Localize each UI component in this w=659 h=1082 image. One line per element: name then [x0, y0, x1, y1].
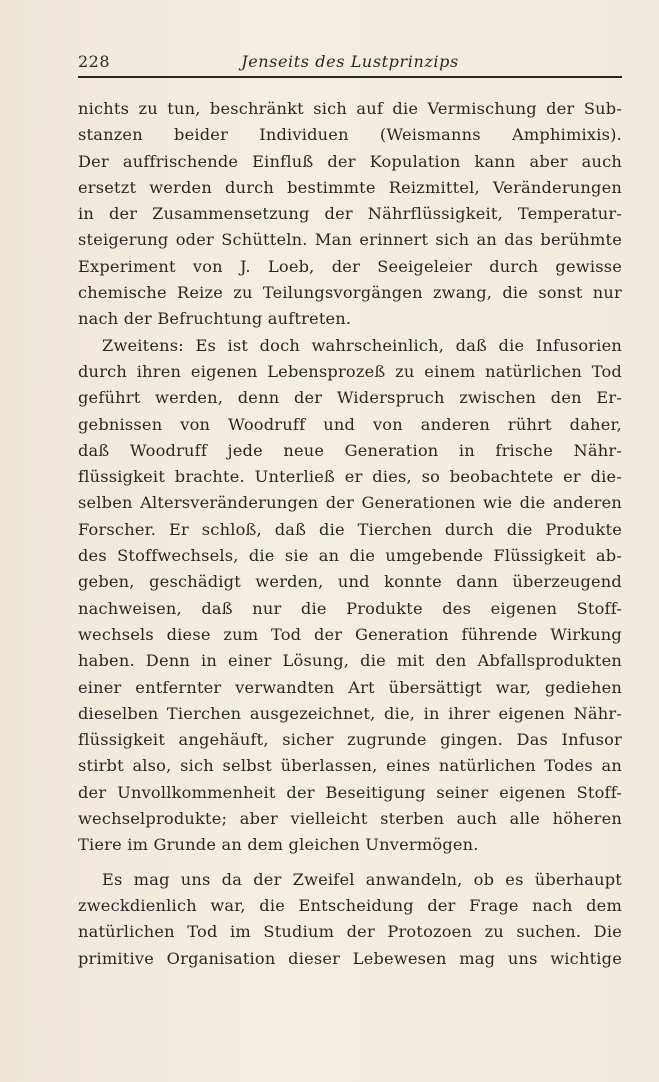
text-line: primitive Organisation dieser Lebewesen mag uns wichtige	[78, 948, 622, 968]
text-line: in der Zusammensetzung der Nährflüssigkeit, Temperatur-	[78, 204, 622, 224]
text-line: natürlichen Tod im Studium der Protozoen zu suchen. Die	[78, 922, 622, 942]
text-line: der Unvollkommenheit der Beseitigung seiner eigenen Stoff-	[78, 782, 622, 802]
body-text	[78, 96, 622, 972]
text-line: zweckdienlich war, die Entscheidung der Frage nach dem	[78, 895, 622, 915]
text-line: durch ihren eigenen Lebensprozeß zu einem natürlichen Tod	[78, 361, 622, 381]
text-line: ersetzt werden durch bestimmte Reizmittel, Veränderungen	[78, 177, 622, 197]
paragraph-gap	[78, 859, 622, 867]
page-number: 228	[78, 52, 111, 71]
text-line: flüssigkeit angehäuft, sicher zugrunde gingen. Das Infusor	[78, 730, 622, 750]
text-line: Experiment von J. Loeb, der Seeigeleier durch gewisse	[78, 256, 622, 276]
text-line: nachweisen, daß nur die Produkte des eigenen Stoff-	[78, 598, 622, 618]
text-line: flüssigkeit brachte. Unterließ er dies, so beobachtete er die-	[78, 467, 622, 487]
text-line: selben Altersveränderungen der Generationen wie die anderen	[78, 493, 622, 513]
paragraph	[78, 96, 622, 333]
text-line: haben. Denn in einer Lösung, die mit den Abfallsprodukten	[78, 651, 622, 671]
text-line: einer entfernter verwandten Art übersättigt war, gediehen	[78, 677, 622, 697]
text-line: gebnissen von Woodruff und von anderen rührt daher,	[78, 414, 622, 434]
text-line: Forscher. Er schloß, daß die Tierchen durch die Produkte	[78, 519, 622, 539]
text-line: steigerung oder Schütteln. Man erinnert sich an das berühmte	[78, 230, 622, 250]
text-line: geführt werden, denn der Widerspruch zwischen den Er-	[78, 388, 622, 408]
text-line: geben, geschädigt werden, und konnte dann überzeugend	[78, 572, 622, 592]
paragraph	[78, 867, 622, 972]
text-line: stanzen beider Individuen (Weismanns Amphimixis).	[78, 125, 622, 145]
text-line: wechselprodukte; aber vielleicht sterben auch alle höheren	[78, 809, 622, 829]
text-line: Es mag uns da der Zweifel anwandeln, ob es überhaupt	[102, 869, 622, 889]
running-header	[78, 48, 622, 78]
text-line: dieselben Tierchen ausgezeichnet, die, in ihrer eigenen Nähr-	[78, 703, 622, 723]
text-line: des Stoffwechsels, die sie an die umgebende Flüssigkeit ab-	[78, 546, 622, 566]
running-title: Jenseits des Lustprinzips	[241, 52, 459, 71]
text-line: nichts zu tun, beschränkt sich auf die Vermischung der Sub-	[78, 99, 622, 118]
text-line: Tiere im Grunde an dem gleichen Unvermögen.	[78, 835, 479, 855]
text-line: chemische Reize zu Teilungsvorgängen zwang, die sonst nur	[78, 283, 622, 303]
text-line: daß Woodruff jede neue Generation in frische Nähr-	[78, 440, 622, 460]
text-line: nach der Befruchtung auftreten.	[78, 309, 352, 329]
text-line: wechsels diese zum Tod der Generation führende Wirkung	[78, 624, 622, 644]
text-line: Der auffrischende Einfluß der Kopulation kann aber auch	[78, 151, 622, 171]
text-line: Zweitens: Es ist doch wahrscheinlich, daß die Infusorien	[102, 335, 622, 355]
paragraph	[78, 333, 622, 859]
text-line: stirbt also, sich selbst überlassen, eines natürlichen Todes an	[78, 756, 622, 776]
